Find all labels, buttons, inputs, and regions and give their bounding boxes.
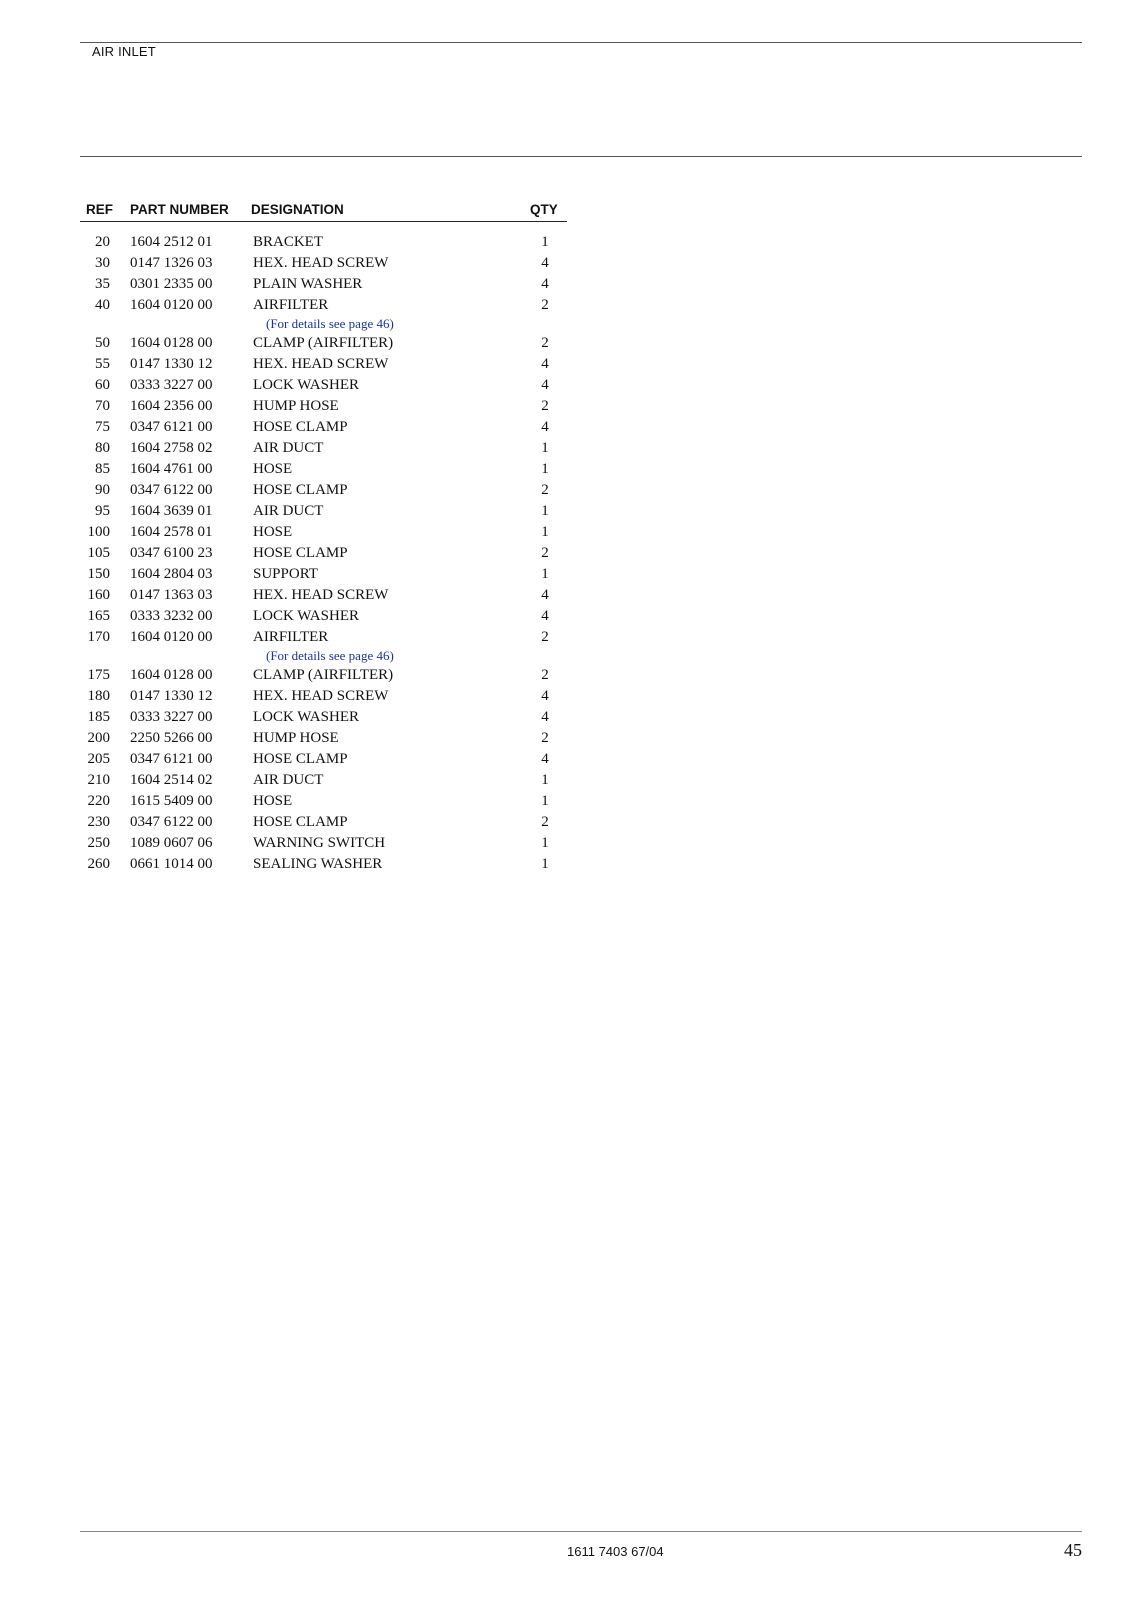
designation-cell: HOSE CLAMP [253,545,348,561]
ref-cell: 90 [95,482,110,498]
ref-cell: 170 [87,629,110,645]
ref-cell: 220 [87,793,110,809]
qty-cell: 4 [541,709,549,725]
ref-cell: 55 [95,356,110,372]
part-number-cell: 2250 5266 00 [130,730,213,746]
document-number: 1611 7403 67/04 [567,1544,664,1559]
qty-cell: 4 [541,276,549,292]
table-row [80,813,567,834]
table-row [80,502,567,523]
qty-cell: 2 [541,629,549,645]
designation-cell: HOSE CLAMP [253,419,348,435]
part-number-cell: 0147 1330 12 [130,356,213,372]
table-row [80,481,567,502]
table-row [80,254,567,275]
table-note-row [80,317,567,334]
table-row [80,439,567,460]
designation-cell: LOCK WASHER [253,377,359,393]
ref-cell: 30 [95,255,110,271]
ref-cell: 35 [95,276,110,292]
part-number-cell: 0333 3227 00 [130,709,213,725]
ref-cell: 185 [87,709,110,725]
qty-cell: 4 [541,587,549,603]
qty-cell: 4 [541,751,549,767]
ref-cell: 260 [87,856,110,872]
details-note: (For details see page 46) [266,316,394,331]
ref-cell: 70 [95,398,110,414]
ref-cell: 205 [87,751,110,767]
column-header-ref: REF [86,202,113,217]
column-header-part-number: PART NUMBER [130,202,229,217]
ref-cell: 200 [87,730,110,746]
designation-cell: HEX. HEAD SCREW [253,688,389,704]
part-number-cell: 1604 0128 00 [130,335,213,351]
part-number-cell: 1604 4761 00 [130,461,213,477]
part-number-cell: 1604 0120 00 [130,297,213,313]
ref-cell: 180 [87,688,110,704]
qty-cell: 4 [541,255,549,271]
table-row [80,355,567,376]
qty-cell: 1 [541,503,549,519]
qty-cell: 4 [541,377,549,393]
part-number-cell: 0301 2335 00 [130,276,213,292]
table-row [80,334,567,355]
table-row [80,544,567,565]
part-number-cell: 1604 0120 00 [130,629,213,645]
section-title: AIR INLET [92,44,156,59]
table-row [80,834,567,855]
designation-cell: HOSE [253,793,293,809]
page-number: 45 [1064,1540,1082,1560]
ref-cell: 50 [95,335,110,351]
qty-cell: 2 [541,482,549,498]
qty-cell: 4 [541,688,549,704]
designation-cell: AIR DUCT [253,503,324,519]
designation-cell: AIR DUCT [253,772,324,788]
table-row [80,586,567,607]
part-number-cell: 0347 6121 00 [130,751,213,767]
designation-cell: HEX. HEAD SCREW [253,356,389,372]
ref-cell: 40 [95,297,110,313]
qty-cell: 2 [541,398,549,414]
part-number-cell: 1604 2804 03 [130,566,213,582]
table-row [80,397,567,418]
qty-cell: 2 [541,730,549,746]
designation-cell: CLAMP (AIRFILTER) [253,667,394,683]
qty-cell: 4 [541,419,549,435]
ref-cell: 95 [95,503,110,519]
designation-cell: AIRFILTER [253,629,329,645]
table-row [80,460,567,481]
designation-cell: HEX. HEAD SCREW [253,587,389,603]
table-row [80,275,567,296]
qty-cell: 1 [541,234,549,250]
qty-cell: 2 [541,667,549,683]
table-note-row [80,649,567,666]
designation-cell: HUMP HOSE [253,398,339,414]
header-bottom-rule [80,156,1082,157]
designation-cell: BRACKET [253,234,324,250]
designation-cell: AIR DUCT [253,440,324,456]
qty-cell: 1 [541,524,549,540]
table-row [80,687,567,708]
designation-cell: HOSE CLAMP [253,482,348,498]
table-row [80,792,567,813]
table-row [80,771,567,792]
ref-cell: 175 [87,667,110,683]
ref-cell: 80 [95,440,110,456]
table-row [80,628,567,649]
table-row [80,855,567,876]
part-number-cell: 0347 6121 00 [130,419,213,435]
ref-cell: 165 [87,608,110,624]
ref-cell: 100 [87,524,110,540]
part-number-cell: 1615 5409 00 [130,793,213,809]
part-number-cell: 1604 2356 00 [130,398,213,414]
ref-cell: 210 [87,772,110,788]
qty-cell: 1 [541,835,549,851]
designation-cell: HEX. HEAD SCREW [253,255,389,271]
qty-cell: 2 [541,545,549,561]
table-row [80,233,567,254]
designation-cell: SEALING WASHER [253,856,383,872]
table-row [80,729,567,750]
table-row [80,418,567,439]
designation-cell: HOSE [253,461,293,477]
details-note: (For details see page 46) [266,648,394,663]
table-row [80,666,567,687]
qty-cell: 2 [541,335,549,351]
ref-cell: 75 [95,419,110,435]
column-header-qty: QTY [530,202,558,217]
part-number-cell: 0661 1014 00 [130,856,213,872]
qty-cell: 1 [541,772,549,788]
part-number-cell: 0347 6100 23 [130,545,213,561]
part-number-cell: 0147 1330 12 [130,688,213,704]
ref-cell: 150 [87,566,110,582]
table-row [80,376,567,397]
qty-cell: 1 [541,793,549,809]
qty-cell: 1 [541,566,549,582]
part-number-cell: 1089 0607 06 [130,835,213,851]
part-number-cell: 1604 3639 01 [130,503,213,519]
ref-cell: 85 [95,461,110,477]
part-number-cell: 0347 6122 00 [130,814,213,830]
designation-cell: WARNING SWITCH [253,835,386,851]
qty-cell: 1 [541,440,549,456]
designation-cell: HOSE [253,524,293,540]
qty-cell: 4 [541,356,549,372]
designation-cell: HOSE CLAMP [253,751,348,767]
designation-cell: HOSE CLAMP [253,814,348,830]
table-header [80,201,567,222]
part-number-cell: 1604 2514 02 [130,772,213,788]
part-number-cell: 0333 3232 00 [130,608,213,624]
ref-cell: 160 [87,587,110,603]
designation-cell: LOCK WASHER [253,608,359,624]
qty-cell: 4 [541,608,549,624]
table-row [80,750,567,771]
part-number-cell: 1604 2758 02 [130,440,213,456]
qty-cell: 2 [541,297,549,313]
ref-cell: 20 [95,234,110,250]
ref-cell: 250 [87,835,110,851]
table-row [80,607,567,628]
table-row [80,708,567,729]
qty-cell: 1 [541,461,549,477]
part-number-cell: 0147 1363 03 [130,587,213,603]
header-top-rule [80,42,1082,43]
designation-cell: HUMP HOSE [253,730,339,746]
designation-cell: SUPPORT [253,566,318,582]
ref-cell: 105 [87,545,110,561]
designation-cell: LOCK WASHER [253,709,359,725]
column-header-designation: DESIGNATION [251,202,344,217]
part-number-cell: 1604 0128 00 [130,667,213,683]
designation-cell: PLAIN WASHER [253,276,363,292]
qty-cell: 2 [541,814,549,830]
part-number-cell: 1604 2512 01 [130,234,213,250]
footer-rule [80,1531,1082,1532]
designation-cell: AIRFILTER [253,297,329,313]
part-number-cell: 0347 6122 00 [130,482,213,498]
table-row [80,523,567,544]
table-body [80,233,567,876]
qty-cell: 1 [541,856,549,872]
table-row [80,565,567,586]
ref-cell: 230 [87,814,110,830]
table-row [80,296,567,317]
ref-cell: 60 [95,377,110,393]
part-number-cell: 0147 1326 03 [130,255,213,271]
part-number-cell: 1604 2578 01 [130,524,213,540]
part-number-cell: 0333 3227 00 [130,377,213,393]
parts-table [80,201,567,876]
designation-cell: CLAMP (AIRFILTER) [253,335,394,351]
